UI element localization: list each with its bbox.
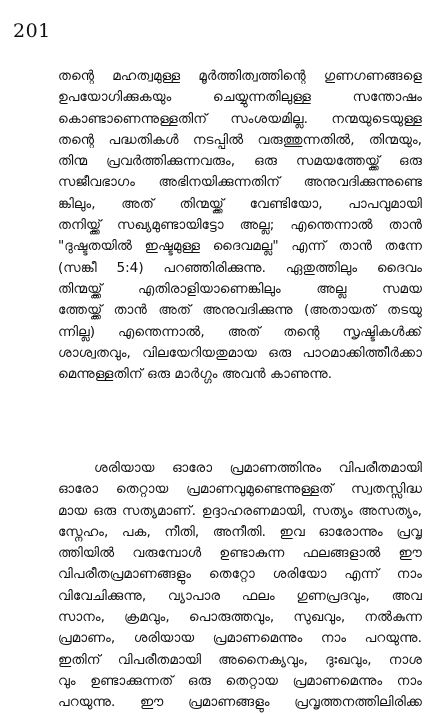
text-line: ഉപയോഗിക്കുകയും ചെയ്യുന്നതിലുള്ള സന്തോഷം [58,89,422,106]
text-line: തിന്മ പ്രവർത്തിക്കുന്നവരും, ഒരു സമയത്തേയ്ക്ക് ഒരു [58,153,422,170]
paragraph-1 [58,66,422,385]
text-line: തനിയ്ക്ക് സഖ്യമുണ്ടായിട്ടോ അല്ല; എന്തെന്നാൽ താൻ [58,217,422,234]
text-line: മായ ഒരു സത്യമാണ്. ഉദ്ദാഹരണമായി, സത്യം അസത്യം, [58,502,422,519]
text-line: മെന്നുള്ളതിന് ഒരു മാർഗ്ഗം അവൻ കാണുന്നു. [58,366,333,383]
text-line: പറയുന്നു. ഈ പ്രമാണങ്ങളും പ്രവൃത്തനത്തിലിരിക്ക [58,694,422,711]
text-line: വും ഉണ്ടാക്കുന്നത് ഒരു തെറ്റായ പ്രമാണമെന്നും നാം [58,672,422,689]
text-line: ങ്കിലും, അത് തിന്മയ്ക്ക് വേണ്ടിയോ, പാപവുമായി [58,195,422,212]
text-line: സാനം, ക്രമവും, പൊരുത്തവും, സുഖവും, നൽകുന്ന [58,609,422,626]
text-line: "ദുഷ്ടതയിൽ ഇഷ്ടമുള്ള ദൈവമല്ല" എന്ന് താൻ തന്നേ [58,238,422,255]
text-line: തന്റെ മഹത്വമുള്ള മൂർത്തിത്വത്തിന്റെ ഗുണഗണങ്ങളെ [58,68,422,84]
text-line: ശാശ്വതവും, വിലയേറിയതുമായ ഒരു പാഠമാക്കിത്തീർക്കാ [58,344,422,361]
text-line: ത്തേയ്ക്ക് താൻ അത് അനുവദിക്കുന്നു (അതായത് തടയു [58,302,422,319]
text-line: ഇതിന് വിപരീതമായി അനൈക്യവും, ദുഃഖവും, നാശ [58,651,422,668]
text-line: തിന്മയ്ക്ക് എതിരാളിയാണെങ്കിലും അല്ല സമയ [58,280,422,297]
text-line: ന്നില്ല) എന്തെന്നാൽ, അത് തന്റെ സൃഷ്ടികൾക്ക് [58,323,422,340]
text-line: കൊണ്ടാണെന്നുള്ളതിന് സംശയമില്ല. നന്മയുടെയുള്ള [58,110,422,127]
text-line: ശരിയായ ഓരോ പ്രമാണത്തിനും വിപരീതമായി [94,460,422,476]
page-number: 201 [13,20,51,42]
text-line: വിപരീതപ്രമാണങ്ങളും തെറ്റോ ശരിയോ എന്ന് നാം [58,566,422,583]
text-line: ത്തിയിൽ വരുമ്പോൾ ഉണ്ടാകുന്ന ഫലങ്ങളാൽ ഈ [58,545,422,562]
text-line: സ്നേഹം, പക, നീതി, അനീതി. ഇവ ഓരോന്നും പ്രവൃ [58,523,422,540]
text-line: ഓരോ തെറ്റായ പ്രമാണവുമുണ്ടെന്നുള്ളത് സ്വതസ്സിദ്ധ [58,481,422,498]
text-line: പ്രമാണം, ശരിയായ പ്രമാണമെന്നും നാം പറയുന്നു. [58,630,422,647]
text-line: വിവേചിക്കുന്നു, വ്യാപാര ഫലം ഗുണപ്രദവും, അവ [58,587,422,604]
text-line: (സങ്കീ 5:4) പറഞ്ഞിരിക്കുന്നു. ഏതുത്തിലും ദൈവം [58,259,422,276]
text-line: സജീവഭാഗം അഭിനയിക്കുന്നതിന് അനുവദിക്കുന്നുണ്ടെ [58,174,422,191]
paragraph-2 [58,458,422,714]
text-line: തന്റെ പദ്ധതികൾ നടപ്പിൽ വരുത്തുന്നതിൽ, തിന്മയും, [58,131,422,148]
